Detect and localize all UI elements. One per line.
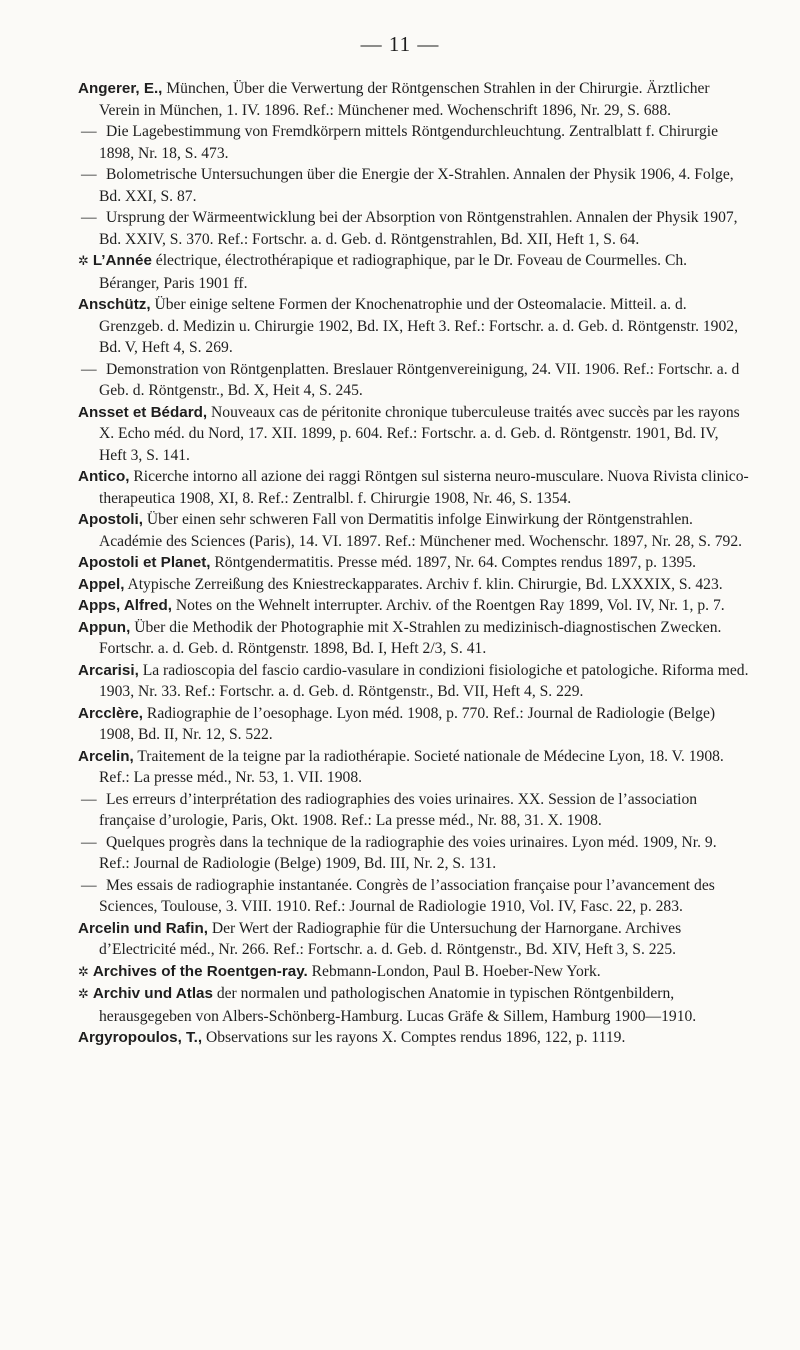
ditto-dash: — — [81, 790, 97, 808]
ditto-dash: — — [81, 833, 97, 851]
entry-text: Rebmann-London, Paul B. Hoeber-New York. — [307, 962, 601, 980]
bibliography-entry — [78, 918, 750, 961]
author-name: Archives of the Roentgen-ray. — [92, 962, 308, 980]
ditto-dash: — — [81, 123, 97, 140]
entry-text: Quelques progrès dans la technique de la radiographie des voies urinaires. Lyon méd. 1909, Nr. 9. Ref.: Journal de Radiologie (Belge) 1909, Bd. III, Nr. 2, S. 131. — [99, 833, 717, 872]
entry-text: Les erreurs d’interprétation des radiographies des voies urinaires. XX. Session de l’association française d’urologie, Paris, Okt. 1908. Ref.: La presse méd., Nr. 88, 31. X. 1908. — [99, 790, 698, 829]
bibliography-entry — [78, 746, 750, 789]
asterisk-icon: ✲ — [78, 987, 89, 1002]
author-name: Anschütz, — [78, 296, 151, 313]
author-name: Arcarisi, — [78, 661, 139, 679]
bibliography-entry-continuation — [78, 875, 750, 918]
entry-text: Über einen sehr schweren Fall von Dermatitis infolge Einwirkung der Röntgenstrahlen. Académie des Sciences (Paris), 14. VI. 1897. Ref.: Münchener med. Wochenschr. 1897, Nr. 28, S. 792. — [99, 511, 743, 550]
ditto-dash: — — [81, 209, 97, 226]
entry-text: Nouveaux cas de péritonite chronique tuberculeuse traités avec succès par les rayons X. Echo méd. du Nord, 17. XII. 1899, p. 604. Ref.: Fortschr. a. d. Geb. d. Röntgenstr. 1901, Bd. IV, Heft 3, S. 141. — [99, 403, 740, 464]
bibliography-entry — [78, 552, 750, 574]
entry-text: Ursprung der Wärmeentwicklung bei der Absorption von Röntgenstrahlen. Annalen der Physik 1907, Bd. XXIV, S. 370. Ref.: Fortschr. a. d. Geb. d. Röntgenstrahlen, Bd. XII, Heft 1, S. 64. — [99, 209, 738, 248]
asterisk-icon: ✲ — [78, 964, 89, 980]
bibliography-entry — [78, 660, 750, 703]
entry-text: Röntgendermatitis. Presse méd. 1897, Nr. 64. Comptes rendus 1897, p. 1395. — [210, 554, 697, 571]
bibliography-entry — [78, 595, 750, 617]
entry-text: Über die Methodik der Photographie mit X-Strahlen zu medizinisch-diagnostischen Zwecken. Fortschr. a. d. Geb. d. Röntgenstr. 1898, Bd. I, Heft 2/3, S. 41. — [99, 618, 722, 657]
bibliography-entry — [78, 1027, 750, 1049]
bibliography-entry-continuation — [78, 121, 750, 164]
entry-text: Demonstration von Röntgenplatten. Breslauer Röntgenvereinigung, 24. VII. 1906. Ref.: Fortschr. a. d Geb. d. Röntgenstr., Bd. X, Heit 4, S. 245. — [99, 360, 740, 399]
bibliography-entry — [78, 617, 750, 660]
entry-text: der normalen und pathologischen Anatomie in typischen Röntgenbildern, herausgegeben von Albers-Schönberg-Hamburg. Lucas Gräfe & Sillem, Hamburg 1900—1910. — [99, 985, 697, 1025]
author-name: Apostoli et Planet, — [78, 554, 211, 571]
bibliography-entry — [78, 250, 750, 294]
author-name: Angerer, E., — [78, 80, 163, 97]
entry-text: Der Wert der Radiographie für die Untersuchung der Harnorgane. Archives d’Electricité méd., Nr. 266. Ref.: Fortschr. a. d. Geb. d. Röntgenstr., Bd. XIV, Heft 3, S. 225. — [99, 919, 682, 958]
ditto-dash: — — [81, 166, 97, 183]
bibliography-entry-continuation — [78, 832, 750, 875]
bibliography-entry — [78, 703, 750, 746]
ditto-dash: — — [81, 360, 97, 378]
author-name: Antico, — [78, 468, 130, 485]
bibliography-list — [78, 78, 750, 1049]
author-name: Appun, — [78, 618, 131, 636]
entry-text: La radioscopia del fascio cardio-vasulare in condizioni fisiologiche et patologiche. Riforma med. 1903, Nr. 33. Ref.: Fortschr. a. d. Geb. d. Röntgenstr., Bd. VII, Heft 4, S. 229. — [99, 661, 749, 700]
entry-text: München, Über die Verwertung der Röntgenschen Strahlen in der Chirurgie. Ärztlicher Verein in München, 1. IV. 1896. Ref.: Münchener med. Wochenschrift 1896, Nr. 29, S. 688. — [99, 80, 710, 119]
bibliography-entry — [78, 961, 750, 984]
author-name: Ansset et Bédard, — [78, 403, 208, 421]
bibliography-entry — [78, 402, 750, 467]
author-name: Appel, — [78, 575, 125, 593]
bibliography-entry — [78, 466, 750, 509]
bibliography-entry-continuation — [78, 359, 750, 402]
entry-text: Traitement de la teigne par la radiothérapie. Societé nationale de Médecine Lyon, 18. V. 1908. Ref.: La presse méd., Nr. 53, 1. VII. 1908. — [99, 747, 724, 786]
bibliography-entry — [78, 574, 750, 596]
bibliography-entry-continuation — [78, 789, 750, 832]
entry-text: Atypische Zerreißung des Kniestreckapparates. Archiv f. klin. Chirurgie, Bd. LXXXIX, S. 423. — [124, 575, 723, 593]
author-name: Arcelin und Rafin, — [78, 919, 208, 937]
bibliography-entry — [78, 78, 750, 121]
bibliography-entry — [78, 983, 750, 1027]
author-name: Archiv und Atlas — [92, 985, 213, 1002]
entry-text: électrique, électrothérapique et radiographique, par le Dr. Foveau de Courmelles. Ch. Béranger, Paris 1901 ff. — [99, 252, 688, 292]
asterisk-icon: ✲ — [78, 254, 89, 269]
bibliography-entry — [78, 294, 750, 359]
author-name: Apps, Alfred, — [78, 597, 172, 614]
entry-text: Notes on the Wehnelt interrupter. Archiv. of the Roentgen Ray 1899, Vol. IV, Nr. 1, p. 7. — [171, 597, 725, 614]
bibliography-entry-continuation — [78, 164, 750, 207]
bibliography-entry-continuation — [78, 207, 750, 250]
author-name: Argyropoulos, T., — [78, 1029, 203, 1046]
author-name: Arcclère, — [78, 704, 144, 722]
ditto-dash: — — [81, 876, 97, 894]
entry-text: Ricerche intorno all azione dei raggi Röntgen sul sisterna neuro-musculare. Nuova Rivista clinico-therapeutica 1908, XI, 8. Ref.: Zentralbl. f. Chirurgie 1908, Nr. 46, S. 1354. — [99, 468, 749, 507]
page-number: — 11 — — [360, 32, 440, 56]
author-name: Apostoli, — [78, 511, 143, 528]
entry-text: Radiographie de l’oesophage. Lyon méd. 1908, p. 770. Ref.: Journal de Radiologie (Belge) 1908, Bd. II, Nr. 12, S. 522. — [99, 704, 716, 743]
entry-text: Die Lagebestimmung von Fremdkörpern mittels Röntgendurchleuchtung. Zentralblatt f. Chirurgie 1898, Nr. 18, S. 473. — [99, 123, 719, 162]
bibliography-entry — [78, 509, 750, 552]
author-name: L’Année — [92, 252, 152, 269]
entry-text: Mes essais de radiographie instantanée. Congrès de l’association française pour l’avancement des Sciences, Toulouse, 3. VIII. 1910. Ref.: Journal de Radiologie 1910, Vol. IV, Fasc. 22, p. 283. — [99, 876, 715, 915]
entry-text: Über einige seltene Formen der Knochenatrophie und der Osteomalacie. Mitteil. a. d. Grenzgeb. d. Medizin u. Chirurgie 1902, Bd. IX, Heft 3. Ref.: Fortschr. a. d. Geb. d. Röntgenstr. 1902, Bd. V, Heft 4, S. 269. — [99, 296, 738, 356]
author-name: Arcelin, — [78, 747, 134, 765]
entry-text: Observations sur les rayons X. Comptes rendus 1896, 122, p. 1119. — [202, 1029, 626, 1046]
entry-text: Bolometrische Untersuchungen über die Energie der X-Strahlen. Annalen der Physik 1906, 4. Folge, Bd. XXI, S. 87. — [99, 166, 734, 205]
